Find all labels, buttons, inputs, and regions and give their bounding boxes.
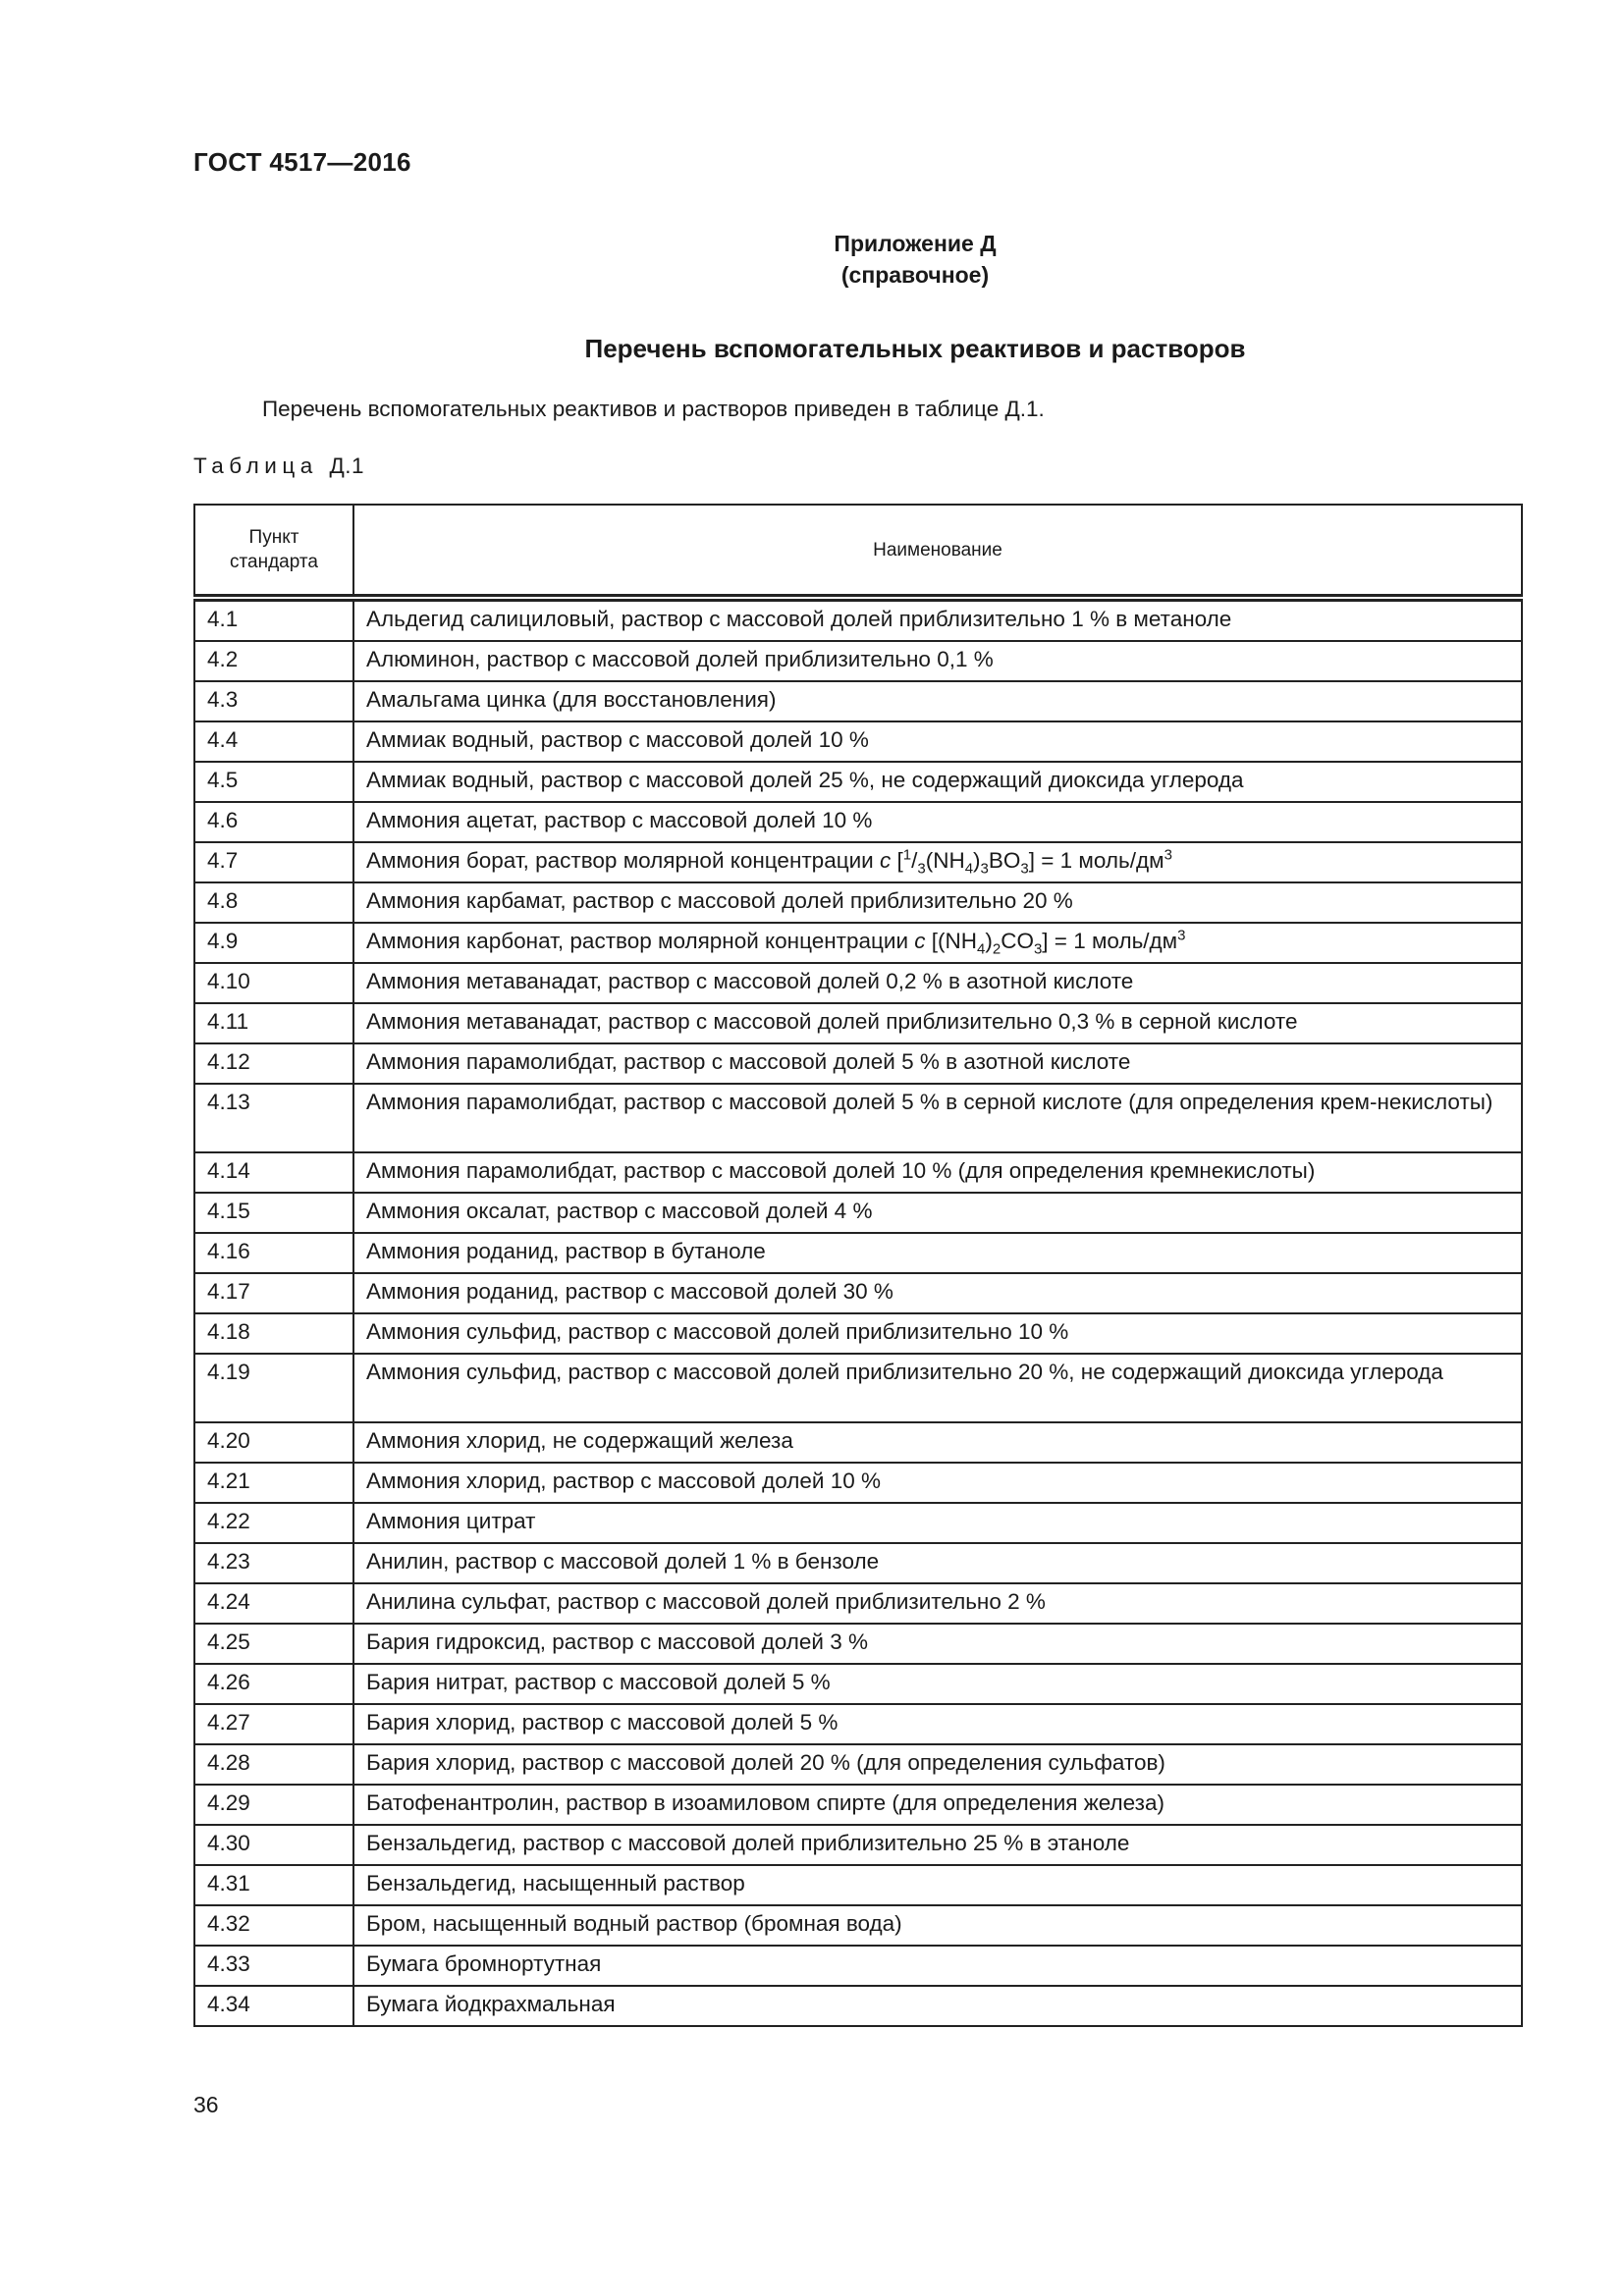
- row-number: 4.32: [194, 1905, 353, 1946]
- row-number: 4.8: [194, 882, 353, 923]
- row-name: Аммония хлорид, раствор с массовой долей 10 %: [353, 1463, 1522, 1503]
- row-name: Аммония цитрат: [353, 1503, 1522, 1543]
- row-number: 4.21: [194, 1463, 353, 1503]
- row-number: 4.6: [194, 802, 353, 842]
- row-number: 4.4: [194, 721, 353, 762]
- table-row: [194, 1233, 1522, 1273]
- header-name: Наименование: [353, 505, 1522, 598]
- table-row: [194, 762, 1522, 802]
- table-row: [194, 1543, 1522, 1583]
- table-row: [194, 1946, 1522, 1986]
- row-number: 4.31: [194, 1865, 353, 1905]
- row-number: 4.5: [194, 762, 353, 802]
- row-number: 4.33: [194, 1946, 353, 1986]
- intro-paragraph: Перечень вспомогательных реактивов и растворов приведен в таблице Д.1.: [262, 397, 1045, 421]
- row-name: Бром, насыщенный водный раствор (бромная вода): [353, 1905, 1522, 1946]
- table-row: [194, 1043, 1522, 1084]
- table-row: [194, 963, 1522, 1003]
- table-row: [194, 1422, 1522, 1463]
- row-number: 4.15: [194, 1193, 353, 1233]
- row-number: 4.16: [194, 1233, 353, 1273]
- appendix-type: (справочное): [840, 262, 990, 288]
- table-row: [194, 1865, 1522, 1905]
- row-name: Амальгама цинка (для восстановления): [353, 681, 1522, 721]
- row-number: 4.13: [194, 1084, 353, 1152]
- row-name: Аммония роданид, раствор в бутаноле: [353, 1233, 1522, 1273]
- row-name: Аммония оксалат, раствор с массовой долей 4 %: [353, 1193, 1522, 1233]
- row-name: Батофенантролин, раствор в изоамиловом спирте (для определения железа): [353, 1785, 1522, 1825]
- document-code: ГОСТ 4517—2016: [193, 147, 411, 177]
- row-number: 4.25: [194, 1624, 353, 1664]
- page-title: [0, 334, 1624, 364]
- reagents-table-wrapper: [193, 504, 1521, 2027]
- table-row: [194, 1583, 1522, 1624]
- table-row: [194, 1313, 1522, 1354]
- table-caption-word: Таблица: [193, 454, 318, 478]
- row-name: Анилина сульфат, раствор с массовой долей приблизительно 2 %: [353, 1583, 1522, 1624]
- row-number: 4.2: [194, 641, 353, 681]
- table-row: [194, 1905, 1522, 1946]
- row-name: Аммония метаванадат, раствор с массовой долей приблизительно 0,3 % в серной кислоте: [353, 1003, 1522, 1043]
- row-number: 4.29: [194, 1785, 353, 1825]
- row-number: 4.26: [194, 1664, 353, 1704]
- table-row: [194, 1825, 1522, 1865]
- row-name: Алюминон, раствор с массовой долей приблизительно 0,1 %: [353, 641, 1522, 681]
- table-row: [194, 1664, 1522, 1704]
- row-name: Альдегид салициловый, раствор с массовой долей приблизительно 1 % в метаноле: [353, 598, 1522, 641]
- table-row: [194, 882, 1522, 923]
- table-row: [194, 641, 1522, 681]
- table-row: [194, 1354, 1522, 1422]
- table-row: [194, 802, 1522, 842]
- table-row: [194, 1785, 1522, 1825]
- row-name: Аммония роданид, раствор с массовой долей 30 %: [353, 1273, 1522, 1313]
- row-number: 4.34: [194, 1986, 353, 2026]
- row-name: Аммония парамолибдат, раствор с массовой долей 10 % (для определения кремнекислоты): [353, 1152, 1522, 1193]
- row-number: 4.18: [194, 1313, 353, 1354]
- appendix-heading: [0, 228, 1624, 291]
- row-number: 4.7: [194, 842, 353, 882]
- row-name: Аммония метаванадат, раствор с массовой долей 0,2 % в азотной кислоте: [353, 963, 1522, 1003]
- row-name: Аммония парамолибдат, раствор с массовой долей 5 % в серной кислоте (для определения крем-некислоты): [353, 1084, 1522, 1152]
- row-name-formula: Аммония карбонат, раствор молярной концентрации c $[(NH_4)_2CO_3] = 1$ моль/$дм^3$: [353, 923, 1522, 963]
- row-number: 4.20: [194, 1422, 353, 1463]
- row-number: 4.11: [194, 1003, 353, 1043]
- table-row: [194, 1003, 1522, 1043]
- row-name: Аммиак водный, раствор с массовой долей 25 %, не содержащий диоксида углерода: [353, 762, 1522, 802]
- header-clause-line1: Пункт: [248, 527, 299, 548]
- row-number: 4.10: [194, 963, 353, 1003]
- header-clause-line2: стандарта: [230, 552, 318, 572]
- row-number: 4.22: [194, 1503, 353, 1543]
- row-number: 4.9: [194, 923, 353, 963]
- row-number: 4.12: [194, 1043, 353, 1084]
- row-name: Аммония ацетат, раствор с массовой долей 10 %: [353, 802, 1522, 842]
- table-row: [194, 1152, 1522, 1193]
- table-caption: [193, 454, 364, 479]
- table-caption-number: Д.1: [329, 454, 365, 478]
- reagents-table: [193, 504, 1523, 2027]
- row-name: Анилин, раствор с массовой долей 1 % в бензоле: [353, 1543, 1522, 1583]
- row-name: Аммония хлорид, не содержащий железа: [353, 1422, 1522, 1463]
- appendix-title: Приложение Д: [834, 231, 997, 256]
- row-number: 4.3: [194, 681, 353, 721]
- row-name: Аммиак водный, раствор с массовой долей 10 %: [353, 721, 1522, 762]
- table-row: [194, 1463, 1522, 1503]
- row-name: Бензальдегид, раствор с массовой долей приблизительно 25 % в этаноле: [353, 1825, 1522, 1865]
- row-number: 4.1: [194, 598, 353, 641]
- table-row: [194, 1986, 1522, 2026]
- table-row: [194, 1503, 1522, 1543]
- table-row: [194, 598, 1522, 641]
- table-body: [194, 598, 1522, 2026]
- row-name: Аммония парамолибдат, раствор с массовой долей 5 % в азотной кислоте: [353, 1043, 1522, 1084]
- row-number: 4.17: [194, 1273, 353, 1313]
- page-title-text: Перечень вспомогательных реактивов и растворов: [584, 334, 1246, 363]
- table-row: [194, 1084, 1522, 1152]
- row-number: 4.27: [194, 1704, 353, 1744]
- row-name: Бария хлорид, раствор с массовой долей 5 %: [353, 1704, 1522, 1744]
- table-row: [194, 1744, 1522, 1785]
- row-name: Бария хлорид, раствор с массовой долей 20 % (для определения сульфатов): [353, 1744, 1522, 1785]
- header-clause: [194, 505, 353, 598]
- row-number: 4.24: [194, 1583, 353, 1624]
- table-row: [194, 1193, 1522, 1233]
- table-row: [194, 681, 1522, 721]
- row-name: Аммония карбамат, раствор с массовой долей приблизительно 20 %: [353, 882, 1522, 923]
- row-name: Аммония сульфид, раствор с массовой долей приблизительно 20 %, не содержащий диоксида углерода: [353, 1354, 1522, 1422]
- row-name: Бумага бромнортутная: [353, 1946, 1522, 1986]
- page-number: 36: [193, 2092, 219, 2117]
- row-number: 4.28: [194, 1744, 353, 1785]
- row-name: Бария нитрат, раствор с массовой долей 5 %: [353, 1664, 1522, 1704]
- row-name: Бумага йодкрахмальная: [353, 1986, 1522, 2026]
- table-row: [194, 1624, 1522, 1664]
- row-name-formula: Аммония борат, раствор молярной концентрации c $[^1/_3(NH_4)_3BO_3] = 1$ моль/$дм^3$: [353, 842, 1522, 882]
- table-row: [194, 923, 1522, 963]
- table-row: [194, 842, 1522, 882]
- row-number: 4.19: [194, 1354, 353, 1422]
- table-row: [194, 1273, 1522, 1313]
- table-header-row: [194, 505, 1522, 598]
- table-row: [194, 1704, 1522, 1744]
- row-number: 4.14: [194, 1152, 353, 1193]
- row-number: 4.30: [194, 1825, 353, 1865]
- table-row: [194, 721, 1522, 762]
- row-name: Аммония сульфид, раствор с массовой долей приблизительно 10 %: [353, 1313, 1522, 1354]
- row-name: Бария гидроксид, раствор с массовой долей 3 %: [353, 1624, 1522, 1664]
- row-number: 4.23: [194, 1543, 353, 1583]
- row-name: Бензальдегид, насыщенный раствор: [353, 1865, 1522, 1905]
